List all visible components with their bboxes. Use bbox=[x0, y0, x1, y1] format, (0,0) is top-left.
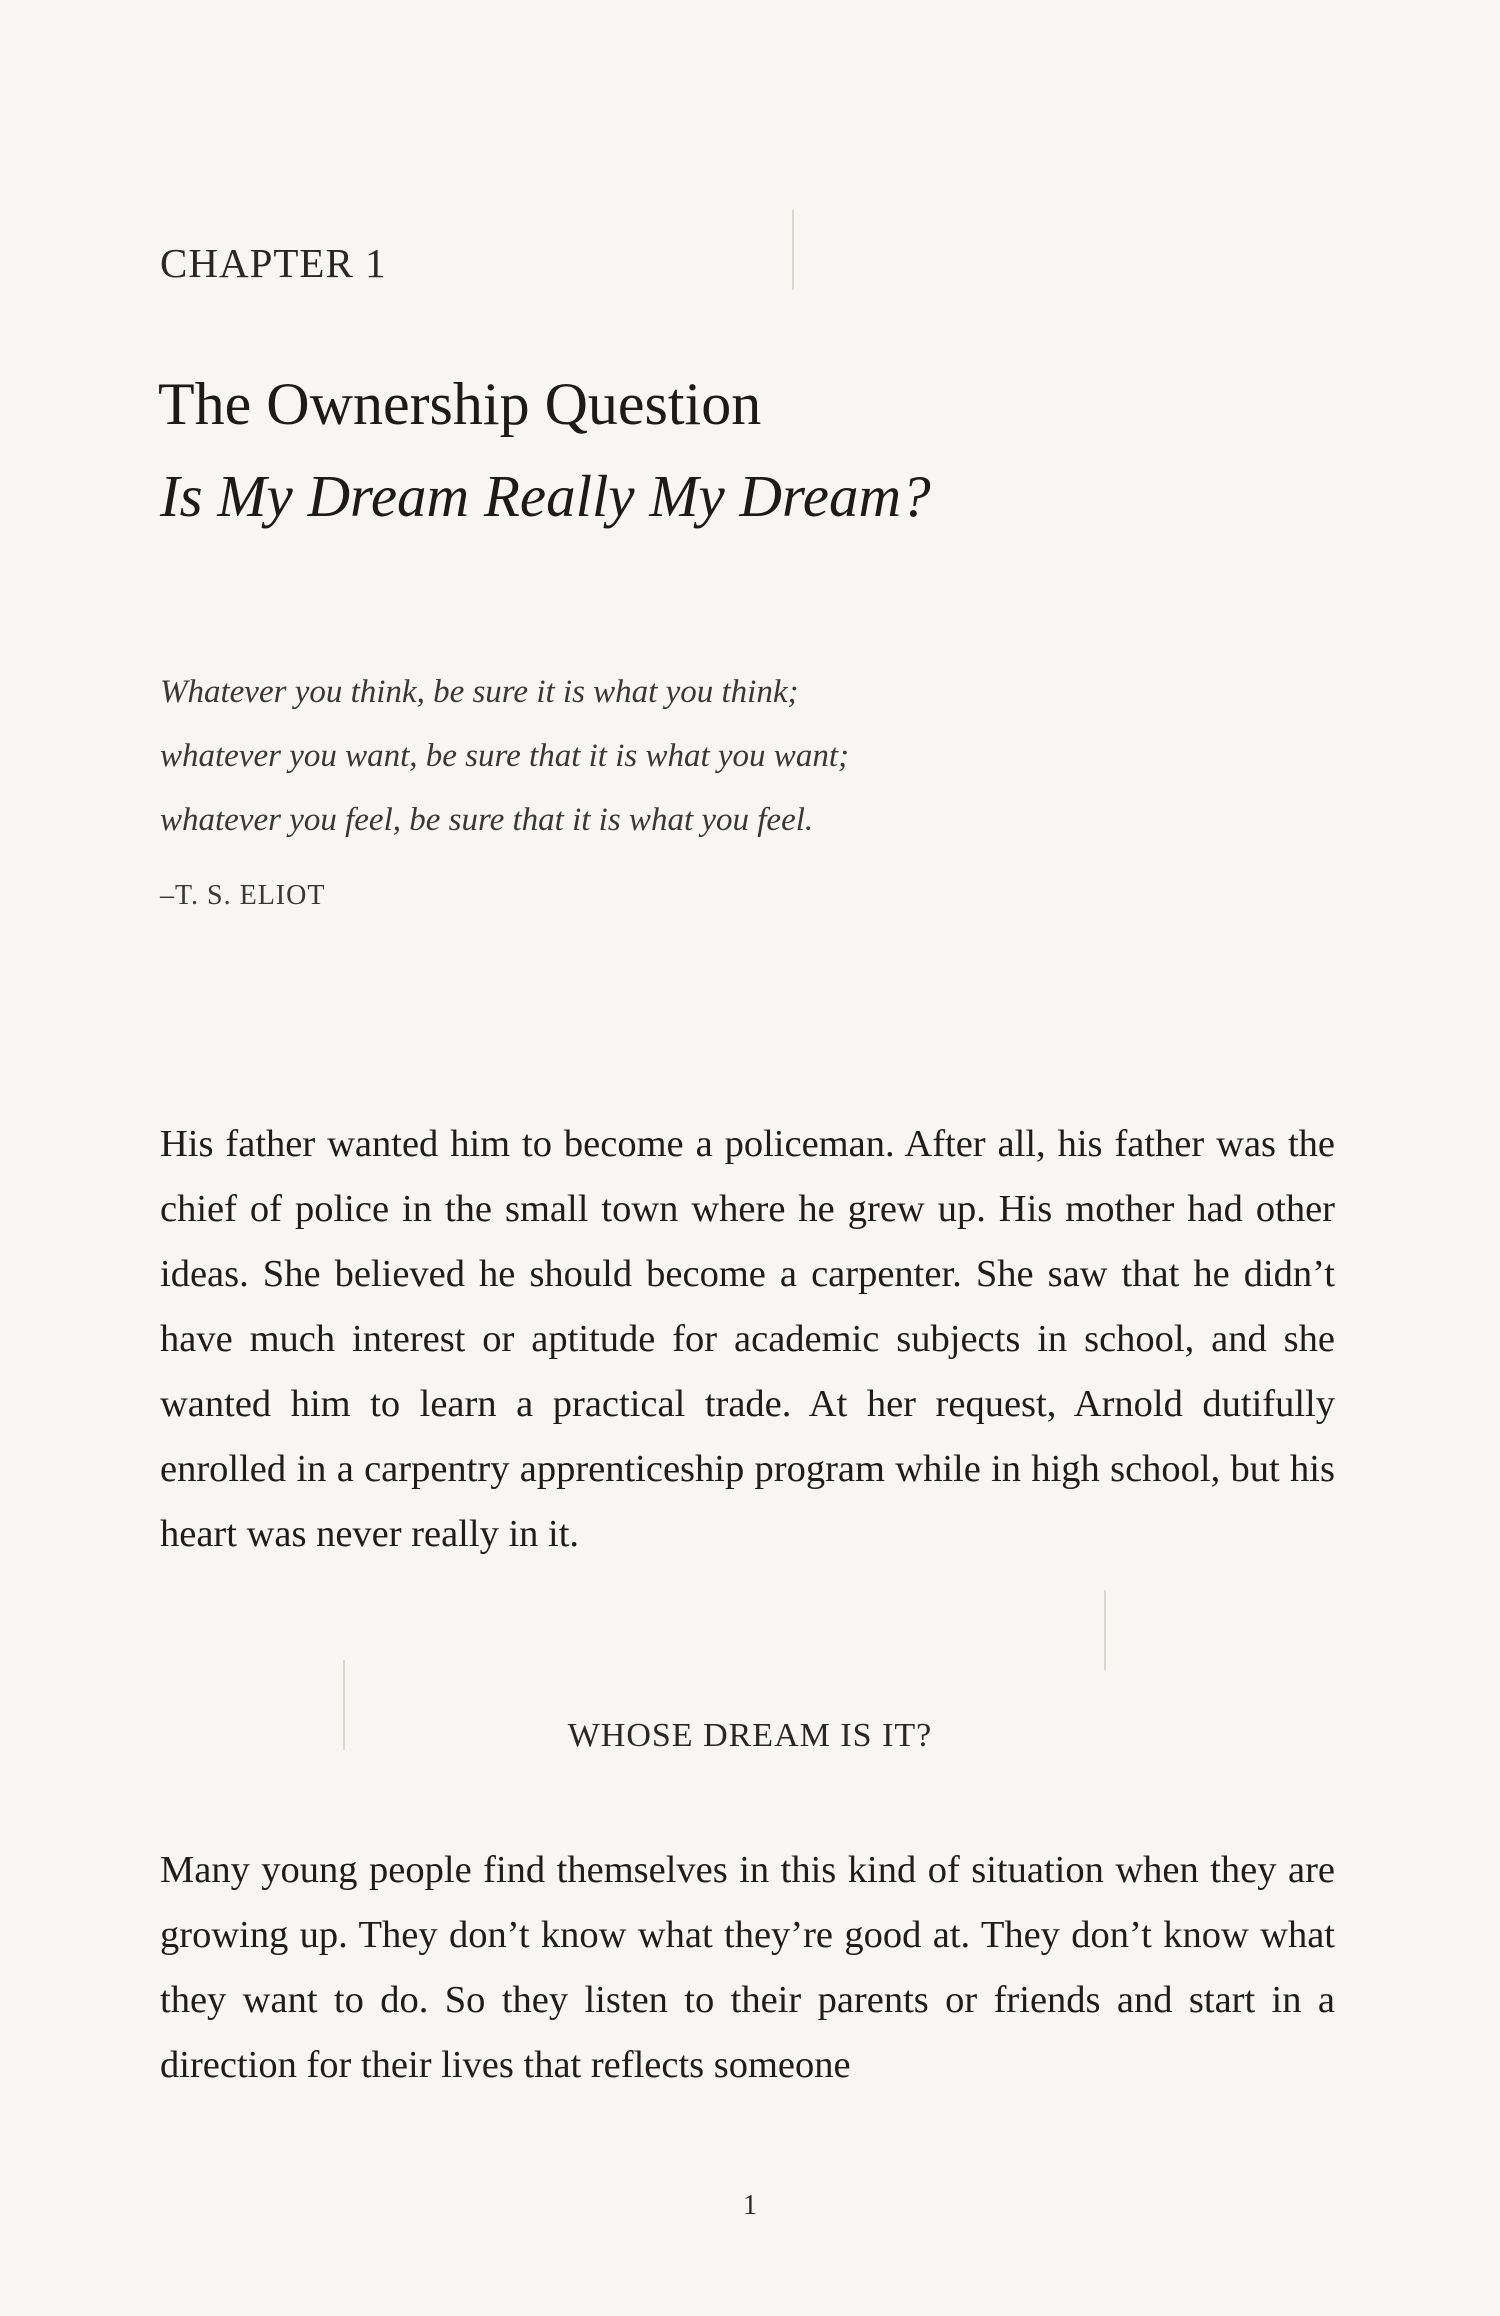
epigraph-attribution: –T. S. ELIOT bbox=[160, 880, 326, 911]
scan-artifact-line bbox=[792, 210, 794, 290]
body-paragraph: Many young people find themselves in this kind of situation when they are growing up. They don’t know what they’re good at. They don’t know what they want to do. So they listen to their parents or friends and start in a direction for their lives that reflects someone bbox=[160, 1849, 1335, 2086]
chapter-subtitle: Is My Dream Really My Dream? bbox=[160, 463, 931, 529]
scan-artifact-line bbox=[1104, 1590, 1106, 1670]
epigraph-line: whatever you want, be sure that it is what you want; bbox=[160, 738, 849, 774]
section-heading: WHOSE DREAM IS IT? bbox=[567, 1717, 933, 1754]
chapter-label: CHAPTER 1 bbox=[160, 240, 387, 286]
epigraph-line: Whatever you think, be sure it is what you think; bbox=[160, 674, 799, 710]
body-paragraph: His father wanted him to become a policeman. After all, his father was the chief of police in the small town where he grew up. His mother had other ideas. She believed he should become a carpenter. She saw that he didn’t have much interest or aptitude for academic subjects in school, and she wanted him to learn a practical trade. At her request, Arnold dutifully enrolled in a carpentry apprenticeship program while in high school, but his heart was never really in it. bbox=[160, 1123, 1335, 1555]
page-number: 1 bbox=[743, 2190, 757, 2221]
epigraph bbox=[160, 660, 1160, 852]
epigraph-line: whatever you feel, be sure that it is what you feel. bbox=[160, 802, 814, 838]
chapter-title: The Ownership Question bbox=[158, 371, 762, 437]
